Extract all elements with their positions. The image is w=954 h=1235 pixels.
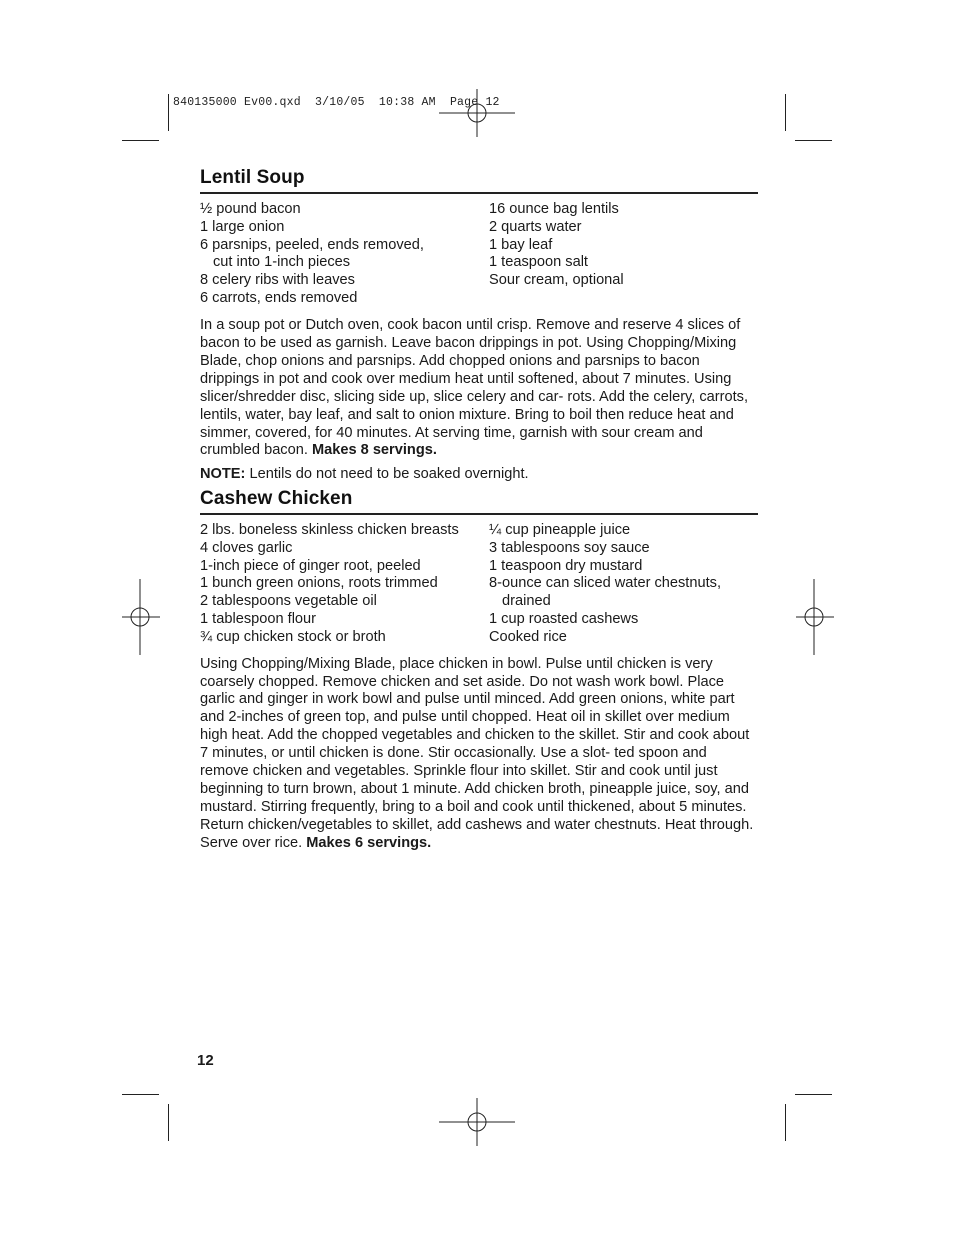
- ingredient-item: 8-ounce can sliced water chestnuts,: [489, 575, 722, 592]
- recipe-title: Lentil Soup: [200, 167, 758, 194]
- ingredient-item: 2 tablespoons vegetable oil: [200, 593, 377, 610]
- crop-mark-top-left-h: [122, 140, 159, 141]
- ingredient-item: ¾ cup chicken stock or broth: [200, 628, 386, 645]
- ingredient-item: 1 teaspoon dry mustard: [489, 557, 643, 574]
- ingredient-item: 2 quarts water: [489, 218, 582, 235]
- crop-mark-bottom-left-h: [122, 1094, 159, 1095]
- ingredient-item: 1 bay leaf: [489, 236, 553, 253]
- ingredient-item-continued: cut into 1-inch pieces: [213, 254, 351, 271]
- ingredient-item: Sour cream, optional: [489, 272, 624, 289]
- ingredient-item-continued: drained: [502, 593, 551, 610]
- ingredient-item: 16 ounce bag lentils: [489, 201, 619, 217]
- ingredient-item: 1 tablespoon flour: [200, 610, 317, 627]
- directions-text: In a soup pot or Dutch oven, cook bacon until crisp. Remove and reserve 4 slices of bacon to be used as garnish. Leave bacon drippings in pot. Using Chopping/Mixing Blade, chop onions and parsnips. Add chopped onions and parsnips to bacon drippings in pot and cook over medium heat until softened, about 7 minutes. Using slicer/shredder disc, slicing side up, slice celery and car- rots. Add the celery, carrots, lentils, water, bay leaf, and salt to onion mixture. Bring to boil then reduce heat and simmer, covered, for 40 minutes. At serving time, garnish with sour cream and crumbled bacon.: [200, 316, 749, 459]
- ingredient-item: 1 cup roasted cashews: [489, 610, 639, 627]
- ingredient-item: 2 lbs. boneless skinless chicken breasts: [200, 522, 459, 538]
- recipe-directions: [200, 317, 758, 461]
- recipe-lentil-soup: [200, 167, 758, 483]
- crop-mark-bottom-right-h: [795, 1094, 832, 1095]
- recipe-yield: Makes 6 servings.: [306, 835, 432, 852]
- ingredients: [200, 522, 758, 647]
- directions-text: Using Chopping/Mixing Blade, place chicken in bowl. Pulse until chicken is very coarsely chopped. Remove chicken and set aside. Do not wash work bowl. Place garlic and ginger in work bowl and pulse until minced. Add green onions, white part and 2-inches of green top, and pulse until chopped. Heat oil in skillet over medium high heat. Add the chopped vegetables and chicken to the skillet. Stir and cook about 7 minutes, or until chicken is done. Stir occasionally. Use a slot- ted spoon and remove chicken and vegetables. Sprinkle flour into skillet. Stir and cook until just beginning to turn brown, about 1 minute. Add chicken broth, pineapple juice, soy, and mustard. Stirring frequently, bring to a boil and cook until thickened, about 5 minutes. Return chicken/vegetables to skillet, add cashews and water chestnuts. Heat through. Serve over rice.: [200, 655, 754, 852]
- registration-mark-right: [776, 579, 852, 655]
- print-slug: 840135000 Ev00.qxd 3/10/05 10:38 AM Page 12: [173, 96, 500, 109]
- ingredient-item: ½ pound bacon: [200, 201, 301, 217]
- ingredient-item: 1 large onion: [200, 218, 285, 235]
- ingredients-right-column: [489, 201, 758, 308]
- ingredient-item: 1-inch piece of ginger root, peeled: [200, 557, 421, 574]
- crop-mark-top-right-h: [795, 140, 832, 141]
- recipe-yield: Makes 8 servings.: [311, 442, 437, 459]
- recipe-note: [200, 465, 758, 483]
- ingredient-item: Cooked rice: [489, 628, 567, 645]
- ingredients-left-column: [200, 522, 489, 647]
- registration-mark-top: [439, 75, 515, 151]
- ingredients: [200, 201, 758, 308]
- crop-mark-bottom-left-v: [168, 1104, 169, 1141]
- ingredient-item: 8 celery ribs with leaves: [200, 272, 355, 289]
- crop-mark-top-left-v: [168, 94, 169, 131]
- ingredients-left-column: [200, 201, 489, 308]
- ingredient-item: ¼ cup pineapple juice: [489, 522, 631, 538]
- registration-mark-left: [102, 579, 178, 655]
- ingredient-item: 4 cloves garlic: [200, 539, 293, 556]
- recipe-cashew-chicken: [200, 488, 758, 853]
- recipe-title: Cashew Chicken: [200, 488, 758, 515]
- ingredient-item: 1 bunch green onions, roots trimmed: [200, 575, 438, 592]
- ingredient-item: 6 parsnips, peeled, ends removed,: [200, 236, 424, 253]
- ingredient-item: 6 carrots, ends removed: [200, 289, 358, 306]
- crop-mark-bottom-right-v: [785, 1104, 786, 1141]
- ingredient-item: 3 tablespoons soy sauce: [489, 539, 650, 556]
- registration-mark-bottom: [439, 1084, 515, 1160]
- crop-mark-top-right-v: [785, 94, 786, 131]
- note-text: Lentils do not need to be soaked overnight.: [249, 466, 529, 483]
- ingredients-right-column: [489, 522, 758, 647]
- page-number: 12: [197, 1052, 214, 1069]
- recipe-directions: [200, 656, 758, 853]
- ingredient-item: 1 teaspoon salt: [489, 254, 588, 271]
- note-label: NOTE:: [200, 466, 246, 483]
